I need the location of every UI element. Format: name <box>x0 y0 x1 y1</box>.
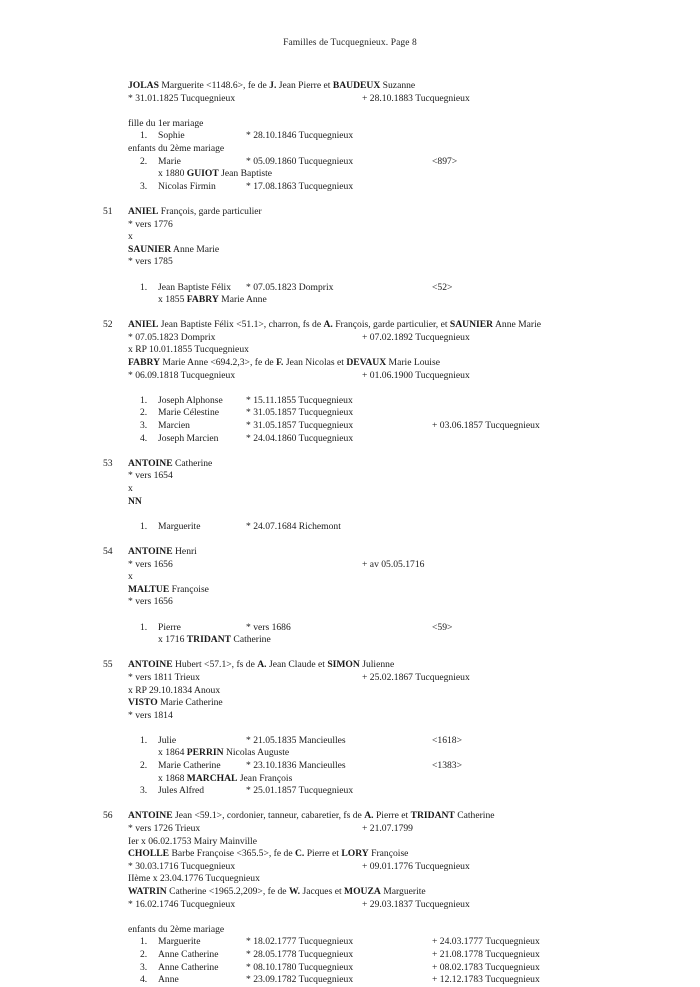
entry-number: 51 <box>103 205 113 217</box>
entry-sub-right: + 29.03.1837 Tucquegnieux <box>362 898 470 910</box>
child-number: 3. <box>140 961 148 973</box>
child-name: Jean Baptiste Félix <box>158 281 232 293</box>
text-line <box>0 911 700 924</box>
child-birth: * 23.09.1782 Tucquegnieux <box>246 974 354 986</box>
text-line <box>0 496 700 509</box>
child-name: Joseph Alphonse <box>158 394 223 406</box>
child-number: 1. <box>140 621 148 633</box>
entry-sub-line: x <box>128 483 133 494</box>
text-line <box>0 105 700 118</box>
child-row <box>0 407 700 420</box>
entry-number: 53 <box>103 457 113 469</box>
text-line <box>0 634 700 647</box>
child-name: Julie <box>158 734 177 746</box>
child-name: Sophie <box>158 130 185 142</box>
child-birth: * 25.01.1857 Tucquegnieux <box>246 785 354 797</box>
child-row <box>0 130 700 143</box>
child-name: Anne Catherine <box>158 961 219 973</box>
text-line <box>0 836 700 849</box>
child-birth: * 07.05.1823 Domprix <box>246 281 334 293</box>
child-name: Marguerite <box>158 520 201 532</box>
entry-number: 54 <box>103 545 113 557</box>
child-number: 3. <box>140 180 148 192</box>
child-spouse: x 1864 PERRIN Nicolas Auguste <box>158 747 290 759</box>
text-line <box>0 244 700 257</box>
child-number: 1. <box>140 734 148 746</box>
child-name: Pierre <box>158 621 181 633</box>
child-row <box>0 282 700 295</box>
child-row <box>0 936 700 949</box>
text-line <box>0 445 700 458</box>
text-line <box>0 80 700 93</box>
text-line <box>0 571 700 584</box>
text-line <box>0 546 700 559</box>
child-spouse: x 1855 FABRY Marie Anne <box>158 294 267 306</box>
child-spouse: x 1868 MARCHAL Jean François <box>158 772 293 784</box>
child-birth: * 21.05.1835 Mancieulles <box>246 734 346 746</box>
family-entry <box>0 206 700 307</box>
entry-birth: * 07.05.1823 Domprix <box>128 331 216 343</box>
child-row <box>0 181 700 194</box>
child-name: Anne Catherine <box>158 948 219 960</box>
entry-death: + 21.07.1799 <box>362 823 413 835</box>
entry-birth: * vers 1811 Trieux <box>128 671 200 683</box>
entry-sub-line: SAUNIER Anne Marie <box>128 243 220 255</box>
text-line <box>0 584 700 597</box>
child-reference: <1618> <box>432 734 463 746</box>
child-name: Marcien <box>158 420 190 432</box>
child-name: Marie <box>158 155 181 167</box>
child-row <box>0 949 700 962</box>
text-line <box>0 470 700 483</box>
entry-sub-line: WATRIN Catherine <1965.2,209>, fe de W. Jacques et MOUZA Marguerite <box>128 886 426 897</box>
entry-number: 55 <box>103 659 113 671</box>
child-birth: * 31.05.1857 Tucquegnieux <box>246 407 354 419</box>
text-line <box>0 168 700 181</box>
text-line <box>0 810 700 823</box>
child-number: 1. <box>140 130 148 142</box>
entry-sub-line: * 30.03.1716 Tucquegnieux <box>128 860 236 872</box>
text-line <box>0 596 700 609</box>
child-name: Marie Célestine <box>158 407 220 419</box>
child-number: 1. <box>140 394 148 406</box>
child-number: 2. <box>140 155 148 167</box>
text-line <box>0 773 700 786</box>
entry-head-name: ANIEL François, garde particulier <box>128 205 262 217</box>
child-birth: * vers 1686 <box>246 621 291 633</box>
child-number: 2. <box>140 760 148 772</box>
children-group-label: fille du 1er mariage <box>128 117 204 129</box>
page-header: Familles de Tucquegnieux. Page 8 <box>283 38 417 48</box>
entry-number: 56 <box>103 810 113 822</box>
entry-head-name: ANTOINE Jean <59.1>, cordonier, tanneur, cabaretier, fs de A. Pierre et TRIDANT Catherine <box>128 810 495 822</box>
child-birth: * 17.08.1863 Tucquegnieux <box>246 180 354 192</box>
family-entry <box>0 546 700 647</box>
child-birth: * 08.10.1780 Tucquegnieux <box>246 961 354 973</box>
children-group-label: enfants du 2ème mariage <box>128 142 225 154</box>
family-entry <box>0 458 700 534</box>
child-row <box>0 622 700 635</box>
text-line <box>0 370 700 383</box>
entry-sub-right: + 01.06.1900 Tucquegnieux <box>362 369 470 381</box>
entry-sub-line: x <box>128 231 133 243</box>
entry-head-name: ANTOINE Hubert <57.1>, fs de A. Jean Claude et SIMON Julienne <box>128 659 395 671</box>
text-line <box>0 382 700 395</box>
text-line <box>0 219 700 232</box>
child-death: + 12.12.1783 Tucquegnieux <box>432 974 540 986</box>
text-line <box>0 722 700 735</box>
text-line <box>0 206 700 219</box>
child-spouse: x 1716 TRIDANT Catherine <box>158 634 271 646</box>
entry-sub-line: x RP 29.10.1834 Anoux <box>128 684 221 696</box>
text-line <box>0 256 700 269</box>
child-spouse: x 1880 GUIOT Jean Baptiste <box>158 168 273 180</box>
text-line <box>0 697 700 710</box>
children-group-label: enfants du 2ème mariage <box>128 923 225 935</box>
child-row <box>0 760 700 773</box>
entry-death: + 25.02.1867 Tucquegnieux <box>362 671 470 683</box>
text-line <box>0 307 700 320</box>
entry-birth: * vers 1726 Trieux <box>128 823 201 835</box>
text-line <box>0 344 700 357</box>
text-line <box>0 269 700 282</box>
text-line <box>0 483 700 496</box>
entry-death: + 28.10.1883 Tucquegnieux <box>362 92 470 104</box>
entry-head-name: ANTOINE Henri <box>128 545 197 557</box>
child-number: 3. <box>140 785 148 797</box>
text-line <box>0 747 700 760</box>
family-entry <box>0 80 700 193</box>
child-reference: <1383> <box>432 760 463 772</box>
text-line <box>0 231 700 244</box>
child-death: + 24.03.1777 Tucquegnieux <box>432 936 540 948</box>
child-number: 2. <box>140 407 148 419</box>
text-line <box>0 823 700 836</box>
child-row <box>0 395 700 408</box>
text-line <box>0 685 700 698</box>
text-line <box>0 559 700 572</box>
entry-sub-line: * vers 1814 <box>128 709 173 721</box>
entry-sub-right: + 09.01.1776 Tucquegnieux <box>362 860 470 872</box>
text-line <box>0 193 700 206</box>
entry-sub-line: x RP 10.01.1855 Tucquegnieux <box>128 344 249 356</box>
text-line <box>0 294 700 307</box>
text-line <box>0 319 700 332</box>
child-birth: * 15.11.1855 Tucquegnieux <box>246 394 353 406</box>
family-entry <box>0 659 700 798</box>
text-line <box>0 886 700 899</box>
text-line <box>0 118 700 131</box>
child-death: + 21.08.1778 Tucquegnieux <box>432 948 540 960</box>
text-line <box>0 609 700 622</box>
text-line <box>0 508 700 521</box>
child-row <box>0 735 700 748</box>
child-row <box>0 785 700 798</box>
entry-birth: * vers 1776 <box>128 218 173 230</box>
child-row <box>0 521 700 534</box>
child-number: 1. <box>140 281 148 293</box>
child-number: 1. <box>140 936 148 948</box>
text-line <box>0 899 700 912</box>
child-birth: * 28.05.1778 Tucquegnieux <box>246 948 354 960</box>
entry-death: + 07.02.1892 Tucquegnieux <box>362 331 470 343</box>
child-number: 1. <box>140 520 148 532</box>
child-row <box>0 962 700 975</box>
text-line <box>0 143 700 156</box>
entry-head-name: ANIEL Jean Baptiste Félix <51.1>, charron, fs de A. François, garde particulier, et SAUNIER Anne Marie <box>128 319 542 331</box>
child-birth: * 18.02.1777 Tucquegnieux <box>246 936 354 948</box>
entry-number: 52 <box>103 319 113 331</box>
entry-sub-line: MALTUE Françoise <box>128 583 209 595</box>
child-birth: * 23.10.1836 Mancieulles <box>246 760 346 772</box>
family-entry <box>0 319 700 445</box>
entry-sub-line: CHOLLE Barbe Françoise <365.5>, fe de C. Pierre et LORY Françoise <box>128 848 409 860</box>
text-line <box>0 93 700 106</box>
child-row <box>0 156 700 169</box>
child-number: 2. <box>140 948 148 960</box>
text-line <box>0 458 700 471</box>
child-number: 4. <box>140 974 148 986</box>
entry-death: + av 05.05.1716 <box>362 558 425 570</box>
entry-sub-line: x <box>128 571 133 583</box>
child-row <box>0 974 700 987</box>
entry-birth: * vers 1654 <box>128 470 173 482</box>
child-number: 4. <box>140 432 148 444</box>
text-line <box>0 332 700 345</box>
entry-sub-line: FABRY Marie Anne <694.2,3>, fe de F. Jean Nicolas et DEVAUX Marie Louise <box>128 357 440 369</box>
text-line <box>0 924 700 937</box>
child-name: Marguerite <box>158 936 201 948</box>
child-birth: * 24.07.1684 Richemont <box>246 520 341 532</box>
document-body <box>0 80 700 987</box>
child-birth: * 31.05.1857 Tucquegnieux <box>246 420 354 432</box>
child-name: Marie Catherine <box>158 760 221 772</box>
entry-birth: * 31.01.1825 Tucquegnieux <box>128 92 236 104</box>
child-row <box>0 420 700 433</box>
child-death: + 08.02.1783 Tucquegnieux <box>432 961 540 973</box>
entry-head-name: ANTOINE Catherine <box>128 457 213 469</box>
child-name: Jules Alfred <box>158 785 205 797</box>
entry-sub-line: NN <box>128 495 142 507</box>
text-line <box>0 672 700 685</box>
child-name: Nicolas Firmin <box>158 180 216 192</box>
entry-sub-line: * vers 1785 <box>128 256 173 268</box>
entry-sub-line: * 16.02.1746 Tucquegnieux <box>128 898 236 910</box>
entry-sub-line: * 06.09.1818 Tucquegnieux <box>128 369 236 381</box>
child-number: 3. <box>140 420 148 432</box>
child-reference: <59> <box>432 621 453 633</box>
child-name: Anne <box>158 974 179 986</box>
entry-head-name: JOLAS Marguerite <1148.6>, fe de J. Jean Pierre et BAUDEUX Suzanne <box>128 80 416 91</box>
family-entry <box>0 810 700 986</box>
text-line <box>0 647 700 660</box>
text-line <box>0 861 700 874</box>
text-line <box>0 848 700 861</box>
text-line <box>0 357 700 370</box>
child-reference: <897> <box>432 155 458 167</box>
text-line <box>0 533 700 546</box>
child-name: Joseph Marcien <box>158 432 219 444</box>
entry-sub-line: VISTO Marie Catherine <box>128 697 223 709</box>
entry-sub-line: Ier x 06.02.1753 Mairy Mainville <box>128 835 257 847</box>
text-line <box>0 710 700 723</box>
entry-sub-line: * vers 1656 <box>128 596 173 608</box>
text-line <box>0 873 700 886</box>
child-reference: <52> <box>432 281 453 293</box>
child-birth: * 24.04.1860 Tucquegnieux <box>246 432 354 444</box>
child-birth: * 28.10.1846 Tucquegnieux <box>246 130 354 142</box>
text-line <box>0 798 700 811</box>
child-death: + 03.06.1857 Tucquegnieux <box>432 420 540 432</box>
entry-birth: * vers 1656 <box>128 558 173 570</box>
entry-sub-line: IIème x 23.04.1776 Tucquegnieux <box>128 873 260 885</box>
child-birth: * 05.09.1860 Tucquegnieux <box>246 155 354 167</box>
child-row <box>0 433 700 446</box>
text-line <box>0 659 700 672</box>
